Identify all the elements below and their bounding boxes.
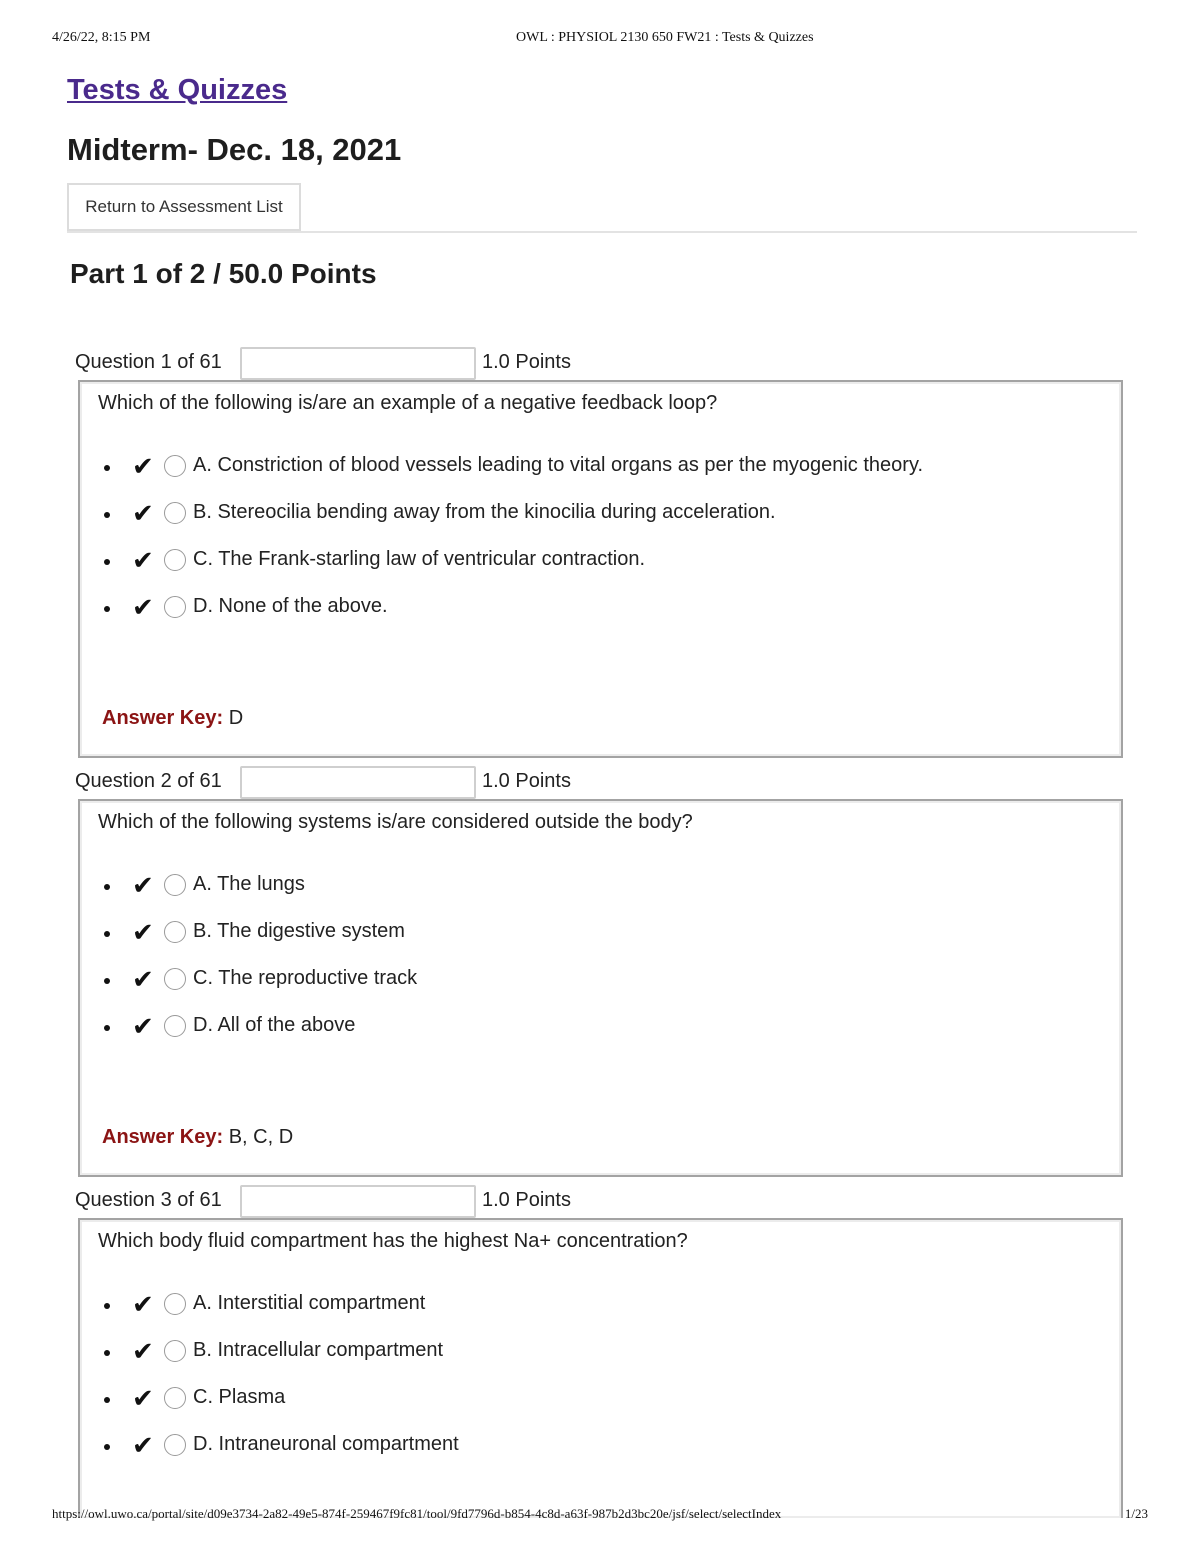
check-icon: ✔ [132, 1012, 154, 1042]
check-icon: ✔ [132, 1290, 154, 1320]
answer-option [80, 918, 1080, 968]
question-box [78, 1218, 1123, 1518]
bullet-icon [104, 1025, 110, 1031]
answer-radio-button[interactable] [164, 549, 186, 571]
answer-key [102, 707, 243, 730]
answer-option [80, 1290, 1080, 1340]
check-icon: ✔ [132, 1384, 154, 1414]
print-page-title: OWL : PHYSIOL 2130 650 FW21 : Tests & Quizzes [516, 30, 814, 45]
tests-quizzes-link[interactable]: Tests & Quizzes [67, 74, 288, 106]
question-text: Which of the following is/are an example of a negative feedback loop? [98, 392, 718, 414]
bullet-icon [104, 512, 110, 518]
print-url: https://owl.uwo.ca/portal/site/d09e3734-2a82-49e5-874f-259467f9fc81/tool/9fd7796d-b854-4c8d-a63f-987b2d3bc20e/jsf/select/selectIndex [52, 1506, 782, 1521]
answer-radio-button[interactable] [164, 596, 186, 618]
answer-list [80, 1290, 1080, 1481]
check-icon: ✔ [132, 918, 154, 948]
answer-text: B. Stereocilia bending away from the kinocilia during acceleration. [193, 501, 776, 523]
answer-option [80, 593, 1080, 643]
question-text: Which body fluid compartment has the highest Na+ concentration? [98, 1230, 688, 1252]
answer-option [80, 546, 1080, 596]
question-points: 1.0 Points [482, 351, 571, 373]
answer-radio-button[interactable] [164, 874, 186, 896]
bullet-icon [104, 931, 110, 937]
answer-key-value: D [228, 707, 244, 729]
answer-radio-button[interactable] [164, 921, 186, 943]
bullet-icon [104, 1303, 110, 1309]
answer-option [80, 1384, 1080, 1434]
answer-radio-button[interactable] [164, 1434, 186, 1456]
answer-radio-button[interactable] [164, 1015, 186, 1037]
bullet-icon [104, 1350, 110, 1356]
question-box [78, 380, 1123, 758]
answer-text: A. The lungs [193, 873, 305, 895]
bullet-icon [104, 978, 110, 984]
part-title: Part 1 of 2 / 50.0 Points [70, 258, 377, 289]
divider [67, 231, 1137, 233]
question-number: Question 1 of 61 [75, 351, 222, 373]
score-input[interactable] [240, 347, 476, 380]
question-box [78, 799, 1123, 1177]
answer-list [80, 871, 1080, 1062]
question-points: 1.0 Points [482, 770, 571, 792]
check-icon: ✔ [132, 593, 154, 623]
answer-text: D. None of the above. [193, 595, 388, 617]
answer-text: C. Plasma [193, 1386, 286, 1408]
score-input[interactable] [240, 766, 476, 799]
answer-radio-button[interactable] [164, 1340, 186, 1362]
question-text: Which of the following systems is/are considered outside the body? [98, 811, 693, 833]
answer-option [80, 1431, 1080, 1481]
print-date: 4/26/22, 8:15 PM [52, 30, 151, 45]
answer-option [80, 1337, 1080, 1387]
answer-key-value: B, C, D [228, 1126, 294, 1148]
question-number: Question 3 of 61 [75, 1189, 222, 1211]
question-number: Question 2 of 61 [75, 770, 222, 792]
answer-text: B. Intracellular compartment [193, 1339, 444, 1361]
assessment-title: Midterm- Dec. 18, 2021 [67, 132, 402, 167]
score-input[interactable] [240, 1185, 476, 1218]
answer-option [80, 452, 1080, 502]
answer-text: C. The Frank-starling law of ventricular contraction. [193, 548, 646, 570]
answer-text: B. The digestive system [193, 920, 405, 942]
answer-text: A. Interstitial compartment [193, 1292, 426, 1314]
answer-option [80, 871, 1080, 921]
answer-option [80, 965, 1080, 1015]
answer-key [102, 1126, 293, 1149]
answer-text: A. Constriction of blood vessels leading to vital organs as per the myogenic theory. [193, 454, 924, 476]
check-icon: ✔ [132, 499, 154, 529]
answer-option [80, 1012, 1080, 1062]
return-to-assessment-list-button[interactable]: Return to Assessment List [67, 183, 301, 231]
answer-text: D. Intraneuronal compartment [193, 1433, 459, 1455]
check-icon: ✔ [132, 546, 154, 576]
answer-radio-button[interactable] [164, 1387, 186, 1409]
answer-list [80, 452, 1080, 643]
bullet-icon [104, 884, 110, 890]
answer-option [80, 499, 1080, 549]
answer-text: C. The reproductive track [193, 967, 418, 989]
answer-radio-button[interactable] [164, 502, 186, 524]
answer-radio-button[interactable] [164, 455, 186, 477]
check-icon: ✔ [132, 452, 154, 482]
answer-key-label: Answer Key: [102, 707, 224, 729]
bullet-icon [104, 1444, 110, 1450]
check-icon: ✔ [132, 1431, 154, 1461]
print-page-number: 1/23 [1124, 1506, 1148, 1521]
answer-text: D. All of the above [193, 1014, 356, 1036]
answer-radio-button[interactable] [164, 1293, 186, 1315]
bullet-icon [104, 606, 110, 612]
check-icon: ✔ [132, 965, 154, 995]
question-points: 1.0 Points [482, 1189, 571, 1211]
check-icon: ✔ [132, 1337, 154, 1367]
bullet-icon [104, 1397, 110, 1403]
bullet-icon [104, 465, 110, 471]
answer-radio-button[interactable] [164, 968, 186, 990]
bullet-icon [104, 559, 110, 565]
answer-key-label: Answer Key: [102, 1126, 224, 1148]
check-icon: ✔ [132, 871, 154, 901]
